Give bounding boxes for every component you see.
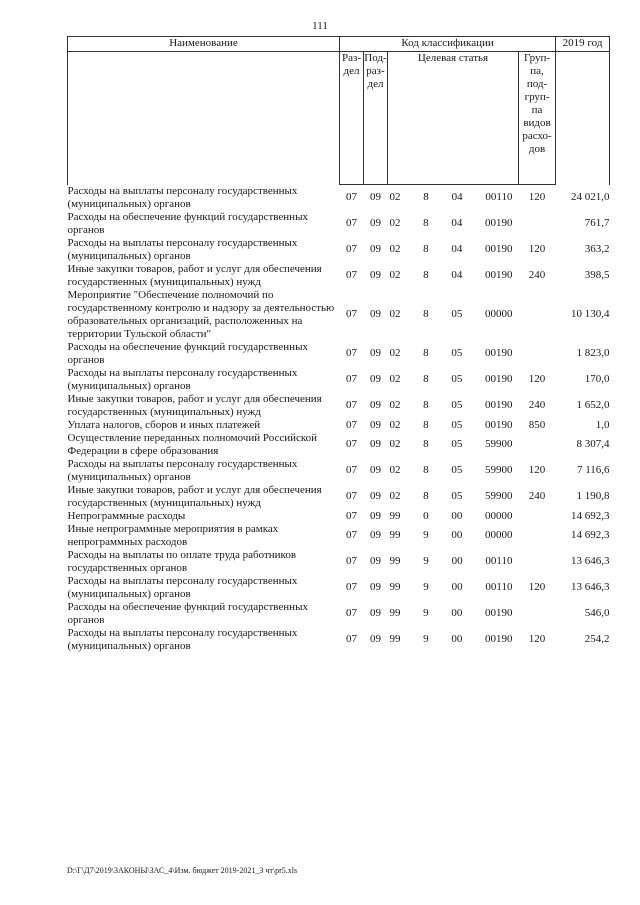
target-code-part: 05: [451, 490, 463, 502]
row-expense-group: [519, 289, 556, 341]
target-code-part: 8: [423, 243, 429, 255]
row-name: Расходы на обеспечение функций государственных органов: [67, 600, 308, 626]
row-expense-group: 850: [528, 418, 546, 431]
row-razdel: 07: [346, 607, 357, 619]
table-row: [68, 367, 610, 393]
row-amount: 13 646,3: [571, 555, 610, 567]
row-target-code: [388, 393, 519, 419]
table-row: [68, 510, 610, 523]
row-podrazdel: 09: [370, 529, 381, 541]
target-code-part: 00: [451, 607, 463, 619]
target-code-part: 04: [451, 191, 463, 204]
table-row: [68, 484, 610, 510]
row-expense-group: [519, 211, 556, 237]
row-podrazdel: 09: [370, 347, 381, 359]
row-amount: 170,0: [584, 373, 610, 385]
row-target-code: [388, 575, 519, 601]
row-amount: 546,0: [584, 607, 610, 619]
target-code-part: 8: [423, 308, 429, 320]
row-name: Мероприятие "Обеспечение полномочий по государственному контролю и надзору за деятельностью образовательных организаций, расположенных на территории Тульской области": [67, 288, 335, 340]
row-podrazdel: 09: [370, 243, 381, 255]
target-code-part: 02: [389, 373, 401, 385]
target-code-part: 02: [389, 347, 401, 359]
row-amount: 1 823,0: [576, 347, 610, 359]
target-code-part: 8: [423, 418, 429, 431]
target-code-part: 59900: [484, 438, 513, 450]
table-row: [68, 289, 610, 341]
target-code-part: 8: [423, 399, 429, 411]
row-target-code: [388, 419, 519, 432]
row-expense-group: [519, 510, 556, 523]
row-razdel: 07: [346, 529, 357, 541]
target-code-part: 99: [389, 607, 401, 619]
row-expense-group: [519, 601, 556, 627]
target-code-part: 99: [389, 529, 401, 541]
row-target-code: [388, 523, 519, 549]
row-razdel: 07: [346, 308, 357, 320]
target-code-part: 00: [451, 509, 463, 522]
row-expense-group: [519, 549, 556, 575]
page-number: 111: [312, 20, 328, 32]
row-name: Расходы на обеспечение функций государственных органов: [67, 210, 308, 236]
target-code-part: 04: [451, 217, 463, 229]
target-code-part: 02: [389, 243, 401, 255]
row-target-code: [388, 263, 519, 289]
row-podrazdel: 09: [370, 217, 381, 229]
target-code-part: 05: [451, 308, 463, 320]
row-razdel: 07: [346, 191, 357, 204]
row-podrazdel: 09: [370, 373, 381, 385]
row-expense-group: 120: [528, 191, 546, 204]
table-row: [68, 432, 610, 458]
target-code-part: 02: [389, 464, 401, 476]
row-podrazdel: 09: [370, 438, 381, 450]
row-razdel: 07: [346, 464, 357, 476]
table-row: [68, 627, 610, 653]
target-code-part: 9: [423, 555, 429, 567]
row-podrazdel: 09: [370, 418, 381, 431]
row-amount: 1 190,8: [576, 490, 610, 502]
target-code-part: 8: [423, 373, 429, 385]
target-code-part: 05: [451, 464, 463, 476]
row-name: Непрограммные расходы: [67, 509, 186, 522]
row-target-code: [388, 601, 519, 627]
table-row: [68, 341, 610, 367]
target-code-part: 00190: [484, 269, 513, 281]
target-code-part: 00000: [484, 529, 513, 541]
row-amount: 13 646,3: [571, 581, 610, 593]
row-amount: 24 021,0: [571, 191, 610, 203]
table-row: [68, 185, 610, 211]
row-target-code: [388, 549, 519, 575]
row-amount: 398,5: [584, 269, 610, 281]
target-code-part: 02: [389, 308, 401, 320]
row-name: Уплата налогов, сборов и иных платежей: [67, 418, 261, 431]
row-amount: 14 692,3: [571, 529, 610, 541]
target-code-part: 05: [451, 347, 463, 359]
table-row: [68, 575, 610, 601]
target-code-part: 8: [423, 490, 429, 502]
target-code-part: 00190: [484, 373, 513, 385]
table-row: [68, 601, 610, 627]
target-code-part: 00: [451, 555, 463, 567]
row-target-code: [388, 484, 519, 510]
target-code-part: 9: [423, 529, 429, 541]
row-amount: 254,2: [584, 633, 610, 645]
header-year: 2019 год: [556, 37, 610, 52]
row-target-code: [388, 458, 519, 484]
header-name: Наименование: [68, 37, 340, 52]
target-code-part: 00190: [484, 633, 513, 645]
budget-table: [67, 36, 610, 653]
row-name: Расходы на выплаты по оплате труда работников государственных органов: [67, 548, 297, 574]
row-target-code: [388, 185, 519, 211]
row-amount: 363,2: [584, 243, 610, 255]
row-name: Иные непрограммные мероприятия в рамках непрограммных расходов: [67, 522, 279, 548]
header-year-spacer: [556, 52, 610, 185]
target-code-part: 8: [423, 191, 429, 204]
target-code-part: 8: [423, 438, 429, 450]
target-code-part: 00190: [484, 399, 513, 411]
row-podrazdel: 09: [370, 607, 381, 619]
target-code-part: 00190: [484, 418, 513, 431]
row-razdel: 07: [346, 347, 357, 359]
target-code-part: 02: [389, 269, 401, 281]
row-target-code: [388, 367, 519, 393]
target-code-part: 59900: [484, 464, 513, 476]
row-expense-group: 120: [528, 243, 546, 255]
target-code-part: 00190: [484, 243, 513, 255]
row-target-code: [388, 289, 519, 341]
target-code-part: 99: [389, 509, 401, 522]
target-code-part: 02: [389, 217, 401, 229]
target-code-part: 04: [451, 243, 463, 255]
table-body: [68, 185, 610, 653]
table-row: [68, 237, 610, 263]
row-razdel: 07: [346, 555, 357, 567]
target-code-part: 00110: [485, 581, 513, 593]
target-code-part: 00190: [484, 217, 513, 229]
row-razdel: 07: [346, 217, 357, 229]
row-name: Расходы на выплаты персоналу государственных (муниципальных) органов: [67, 184, 298, 210]
target-code-part: 99: [389, 555, 401, 567]
row-name: Расходы на выплаты персоналу государственных (муниципальных) органов: [67, 236, 298, 262]
target-code-part: 02: [389, 399, 401, 411]
target-code-part: 05: [451, 373, 463, 385]
row-amount: 8 307,4: [576, 438, 610, 450]
file-path: D:\Г\Д7\2019\ЗАКОНЫ\ЗАС_4\Изм. бюджет 2019-2021_3 чт\pr5.xls: [67, 866, 298, 875]
row-podrazdel: 09: [370, 490, 381, 502]
header-group: Груп- па, под- груп- па видов расхо- дов: [519, 52, 556, 185]
target-code-part: 8: [423, 269, 429, 281]
row-expense-group: [519, 341, 556, 367]
row-name: Иные закупки товаров, работ и услуг для обеспечения государственных (муниципальных) нужд: [67, 483, 322, 509]
row-amount: 1 652,0: [576, 399, 610, 411]
target-code-part: 05: [451, 399, 463, 411]
row-podrazdel: 09: [370, 399, 381, 411]
row-razdel: 07: [346, 633, 357, 645]
row-expense-group: 240: [528, 399, 546, 411]
row-target-code: [388, 627, 519, 653]
target-code-part: 02: [389, 191, 401, 204]
row-target-code: [388, 211, 519, 237]
row-razdel: 07: [346, 490, 357, 502]
row-target-code: [388, 510, 519, 523]
row-expense-group: 120: [528, 581, 546, 593]
row-name: Расходы на выплаты персоналу государственных (муниципальных) органов: [67, 457, 298, 483]
row-razdel: 07: [346, 438, 357, 450]
header-razdel: Раз- дел: [340, 52, 364, 185]
row-razdel: 07: [346, 243, 357, 255]
row-amount: 7 116,6: [576, 464, 610, 476]
row-expense-group: 120: [528, 464, 546, 476]
target-code-part: 00190: [484, 347, 513, 359]
row-expense-group: [519, 432, 556, 458]
row-name: Осуществление переданных полномочий Российской Федерации в сфере образования: [67, 431, 318, 457]
header-target: Целевая статья: [388, 52, 519, 185]
target-code-part: 00190: [484, 607, 513, 619]
table-row: [68, 211, 610, 237]
row-name: Расходы на выплаты персоналу государственных (муниципальных) органов: [67, 574, 298, 600]
row-razdel: 07: [346, 269, 357, 281]
target-code-part: 02: [389, 490, 401, 502]
target-code-part: 02: [389, 418, 401, 431]
row-target-code: [388, 341, 519, 367]
row-podrazdel: 09: [370, 581, 381, 593]
row-expense-group: 240: [528, 490, 546, 502]
table-row: [68, 523, 610, 549]
target-code-part: 9: [423, 581, 429, 593]
target-code-part: 8: [423, 464, 429, 476]
row-amount: 10 130,4: [571, 308, 610, 320]
row-name: Расходы на обеспечение функций государственных органов: [67, 340, 308, 366]
row-razdel: 07: [346, 399, 357, 411]
row-podrazdel: 09: [370, 509, 381, 522]
target-code-part: 00000: [484, 509, 513, 522]
row-name: Иные закупки товаров, работ и услуг для обеспечения государственных (муниципальных) нужд: [67, 262, 322, 288]
target-code-part: 00: [451, 529, 463, 541]
target-code-part: 00110: [485, 191, 513, 204]
target-code-part: 59900: [484, 490, 513, 502]
row-name: Иные закупки товаров, работ и услуг для обеспечения государственных (муниципальных) нужд: [67, 392, 322, 418]
target-code-part: 02: [389, 438, 401, 450]
target-code-part: 99: [389, 633, 401, 645]
target-code-part: 00000: [484, 308, 513, 320]
header-code: Код классификации: [340, 37, 556, 52]
header-name-spacer: [68, 52, 340, 185]
row-razdel: 07: [346, 581, 357, 593]
table-row: [68, 549, 610, 575]
target-code-part: 8: [423, 347, 429, 359]
row-expense-group: 120: [528, 633, 546, 645]
row-podrazdel: 09: [370, 269, 381, 281]
row-name: Расходы на выплаты персоналу государственных (муниципальных) органов: [67, 626, 298, 652]
row-amount: 1,0: [595, 418, 610, 431]
row-target-code: [388, 432, 519, 458]
row-expense-group: [519, 523, 556, 549]
table-row: [68, 458, 610, 484]
row-expense-group: 240: [528, 269, 546, 281]
target-code-part: 9: [423, 633, 429, 645]
target-code-part: 00: [451, 581, 463, 593]
row-podrazdel: 09: [370, 191, 381, 204]
target-code-part: 00110: [485, 555, 513, 567]
row-razdel: 07: [346, 418, 357, 431]
target-code-part: 00: [451, 633, 463, 645]
target-code-part: 0: [423, 509, 429, 522]
row-podrazdel: 09: [370, 555, 381, 567]
table-row: [68, 419, 610, 432]
target-code-part: 05: [451, 438, 463, 450]
row-target-code: [388, 237, 519, 263]
row-amount: 761,7: [584, 217, 610, 229]
target-code-part: 05: [451, 418, 463, 431]
target-code-part: 8: [423, 217, 429, 229]
row-podrazdel: 09: [370, 633, 381, 645]
table-row: [68, 263, 610, 289]
row-razdel: 07: [346, 373, 357, 385]
row-razdel: 07: [346, 509, 357, 522]
header-podrazdel: Под- раз- дел: [364, 52, 388, 185]
target-code-part: 99: [389, 581, 401, 593]
row-podrazdel: 09: [370, 308, 381, 320]
row-name: Расходы на выплаты персоналу государственных (муниципальных) органов: [67, 366, 298, 392]
table-row: [68, 393, 610, 419]
row-amount: 14 692,3: [571, 509, 610, 522]
row-expense-group: 120: [528, 373, 546, 385]
target-code-part: 9: [423, 607, 429, 619]
row-podrazdel: 09: [370, 464, 381, 476]
target-code-part: 04: [451, 269, 463, 281]
